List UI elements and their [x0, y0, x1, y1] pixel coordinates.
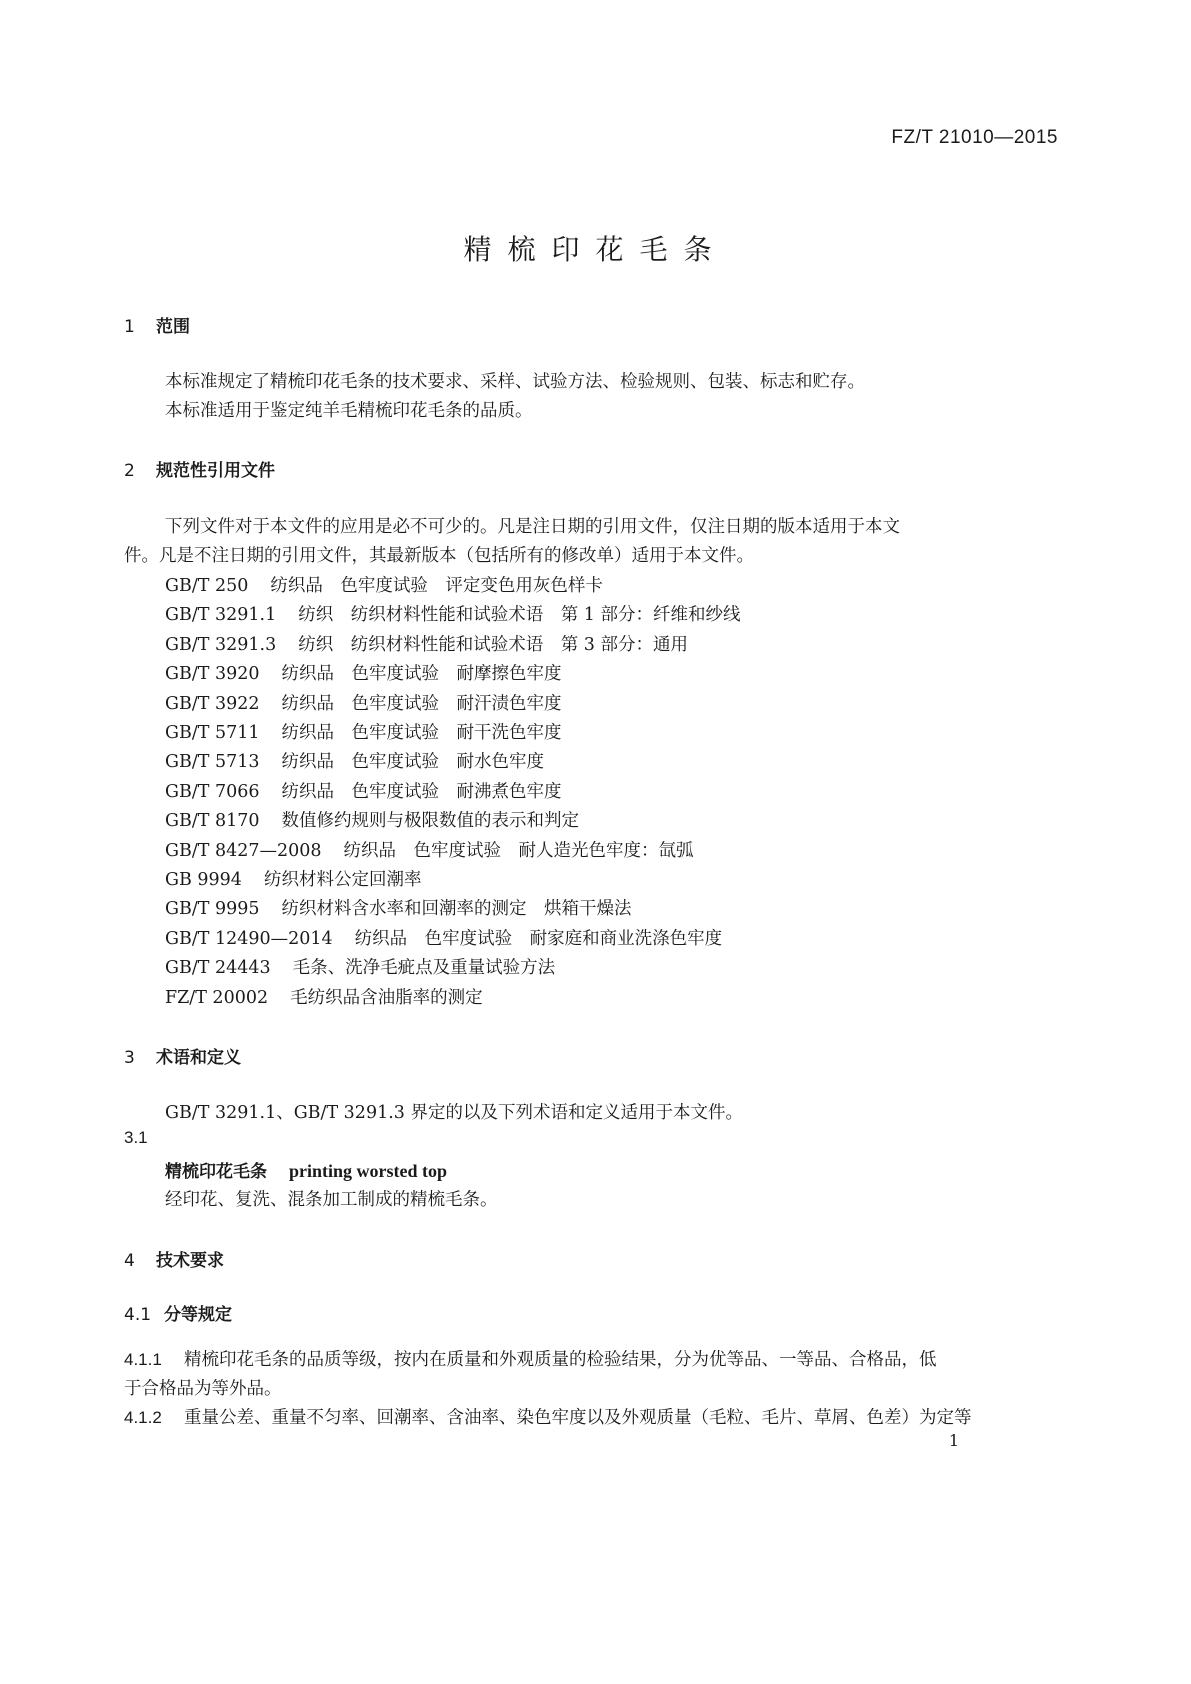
clause-4-1-2: [124, 1404, 972, 1429]
clause-continuation: 于合格品为等外品。: [124, 1379, 282, 1399]
reference-code: GB/T 24443: [165, 958, 271, 979]
clause-text: 重量公差、重量不匀率、回潮率、含油率、染色牢度以及外观质量（毛粒、毛片、草屑、色差）为定等: [184, 1408, 972, 1428]
reference-item: [165, 954, 555, 979]
reference-code: GB/T 250: [165, 576, 249, 596]
subsection-number: 4.1: [124, 1305, 152, 1325]
reference-code: GB/T 7066: [165, 781, 260, 802]
reference-item: [165, 866, 421, 891]
reference-item: [165, 984, 483, 1009]
reference-code: GB/T 5711: [165, 723, 260, 743]
reference-item: [165, 719, 562, 744]
clause-text: 精梳印花毛条的品质等级，按内在质量和外观质量的检验结果，分为优等品、一等品、合格品，低: [184, 1350, 937, 1370]
reference-code: GB/T 3291.1: [165, 605, 277, 626]
section-title: 范围: [156, 317, 190, 337]
clause-number: 4.1.2: [124, 1408, 162, 1427]
reference-title: 纺织品 色牢度试验 耐摩擦色牢度: [281, 664, 562, 685]
subsection-title: 分等规定: [164, 1305, 232, 1325]
reference-code: GB/T 12490—2014: [165, 928, 333, 949]
reference-title: 纺织品 色牢度试验 耐干洗色牢度: [281, 723, 562, 743]
paragraph: 件。凡是不注日期的引用文件，其最新版本（包括所有的修改单）适用于本文件。: [124, 546, 754, 566]
term-number: 3.1: [124, 1128, 148, 1147]
clause-4-1-1: [124, 1346, 937, 1371]
reference-item: [165, 601, 740, 626]
reference-item: [165, 895, 632, 920]
reference-item: [165, 778, 562, 803]
reference-title: 纺织品 色牢度试验 耐家庭和商业洗涤色牢度: [354, 928, 723, 949]
paragraph: 本标准规定了精梳印花毛条的技术要求、采样、试验方法、检验规则、包装、标志和贮存。: [165, 372, 865, 392]
reference-code: FZ/T 20002: [165, 987, 269, 1008]
page-number: 1: [948, 1431, 959, 1450]
reference-title: 纺织品 色牢度试验 耐水色牢度: [281, 752, 545, 773]
section-1-heading: [124, 312, 190, 337]
standard-number: FZ/T 21010—2015: [891, 127, 1058, 148]
reference-code: GB 9994: [165, 870, 242, 890]
page-title: 精梳印花毛条: [463, 233, 728, 266]
reference-item: [165, 631, 688, 656]
paragraph: 下列文件对于本文件的应用是必不可少的。凡是注日期的引用文件，仅注日期的版本适用于本文: [165, 517, 900, 537]
term-entry: [165, 1157, 447, 1182]
reference-code: GB/T 8170: [165, 811, 260, 832]
reference-title: 纺织 纺织材料性能和试验术语 第 3 部分：通用: [298, 634, 688, 655]
subsection-4-1-heading: [124, 1300, 232, 1325]
reference-title: 纺织品 色牢度试验 评定变色用灰色样卡: [270, 576, 603, 596]
reference-code: GB/T 5713: [165, 752, 260, 773]
reference-title: 数值修约规则与极限数值的表示和判定: [281, 811, 580, 832]
reference-item: [165, 660, 562, 685]
reference-code: GB/T 3291.3: [165, 634, 277, 655]
reference-code: GB/T 8427—2008: [165, 840, 322, 861]
section-title: 术语和定义: [156, 1048, 241, 1068]
reference-item: [165, 807, 579, 832]
section-number: 1: [124, 317, 135, 337]
reference-title: 纺织材料含水率和回潮率的测定 烘箱干燥法: [281, 899, 632, 920]
term-english: printing worsted top: [289, 1161, 448, 1181]
clause-number: 4.1.1: [124, 1350, 162, 1369]
reference-title: 毛纺织品含油脂率的测定: [290, 987, 483, 1008]
section-2-heading: [124, 456, 275, 481]
reference-item: [165, 572, 603, 597]
reference-title: 毛条、洗净毛疵点及重量试验方法: [292, 958, 556, 979]
reference-title: 纺织 纺织材料性能和试验术语 第 1 部分：纤维和纱线: [298, 605, 741, 626]
section-number: 2: [124, 461, 135, 481]
reference-item: [165, 690, 562, 715]
reference-item: [165, 748, 544, 773]
section-title: 规范性引用文件: [156, 461, 275, 481]
paragraph: GB/T 3291.1、GB/T 3291.3 界定的以及下列术语和定义适用于本文件。: [165, 1103, 743, 1123]
section-3-heading: [124, 1043, 241, 1068]
reference-title: 纺织品 色牢度试验 耐汗渍色牢度: [281, 693, 562, 714]
section-number: 3: [124, 1048, 135, 1068]
reference-code: GB/T 3922: [165, 693, 260, 714]
reference-title: 纺织材料公定回潮率: [263, 870, 422, 890]
section-title: 技术要求: [156, 1251, 224, 1271]
term-definition: 经印花、复洗、混条加工制成的精梳毛条。: [165, 1190, 498, 1210]
section-number: 4: [124, 1251, 135, 1271]
section-4-heading: [124, 1246, 224, 1271]
term-chinese: 精梳印花毛条: [165, 1162, 267, 1182]
reference-item: [165, 837, 694, 862]
reference-item: [165, 925, 722, 950]
paragraph: 本标准适用于鉴定纯羊毛精梳印花毛条的品质。: [165, 401, 533, 421]
reference-title: 纺织品 色牢度试验 耐人造光色牢度：氙弧: [343, 840, 694, 861]
reference-title: 纺织品 色牢度试验 耐沸煮色牢度: [281, 781, 562, 802]
reference-code: GB/T 3920: [165, 664, 260, 685]
reference-code: GB/T 9995: [165, 899, 260, 920]
